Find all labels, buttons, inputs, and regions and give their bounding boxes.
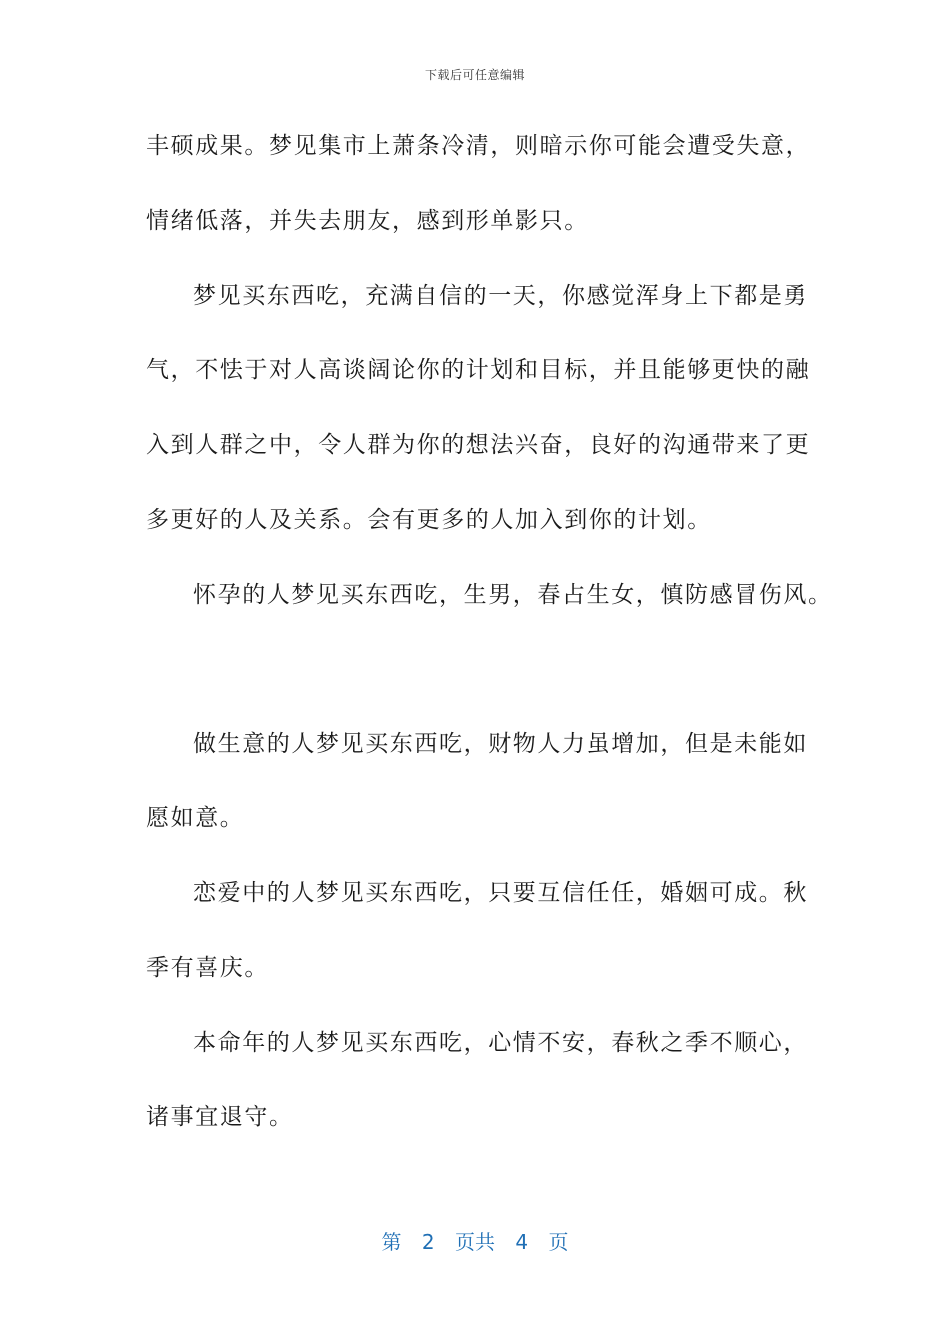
body-line-8: 做生意的人梦见买东西吃，财物人力虽增加，但是未能如 [193,731,808,757]
body-line-12: 本命年的人梦见买东西吃，心情不安，春秋之季不顺心， [193,1030,808,1056]
body-line-3: 梦见买东西吃，充满自信的一天，你感觉浑身上下都是勇 [193,283,808,309]
body-line-4: 气，不怯于对人高谈阔论你的计划和目标，并且能够更快的融 [146,357,811,383]
body-line-11: 季有喜庆。 [146,955,269,981]
page-footer [0,1226,950,1255]
body-line-6: 多更好的人及关系。会有更多的人加入到你的计划。 [146,507,712,533]
footer-prefix: 第 [381,1230,402,1254]
body-line-2: 情绪低落，并失去朋友，感到形单影只。 [146,208,589,234]
page-header: 下载后可任意编辑 [424,68,525,82]
footer-total-pages: 4 [515,1230,529,1254]
footer-middle: 页共 [455,1230,495,1254]
body-line-7: 怀孕的人梦见买东西吃，生男，春占生女，慎防感冒伤风。 [193,582,833,608]
footer-suffix: 页 [548,1230,569,1254]
body-line-10: 恋爱中的人梦见买东西吃，只要互信任任，婚姻可成。秋 [193,880,808,906]
body-line-1: 丰硕成果。梦见集市上萧条冷清，则暗示你可能会遭受失意， [146,133,811,159]
footer-current-page: 2 [421,1230,435,1254]
body-line-13: 诸事宜退守。 [146,1104,294,1130]
body-line-9: 愿如意。 [146,805,245,831]
body-line-5: 入到人群之中，令人群为你的想法兴奋，良好的沟通带来了更 [146,432,811,458]
